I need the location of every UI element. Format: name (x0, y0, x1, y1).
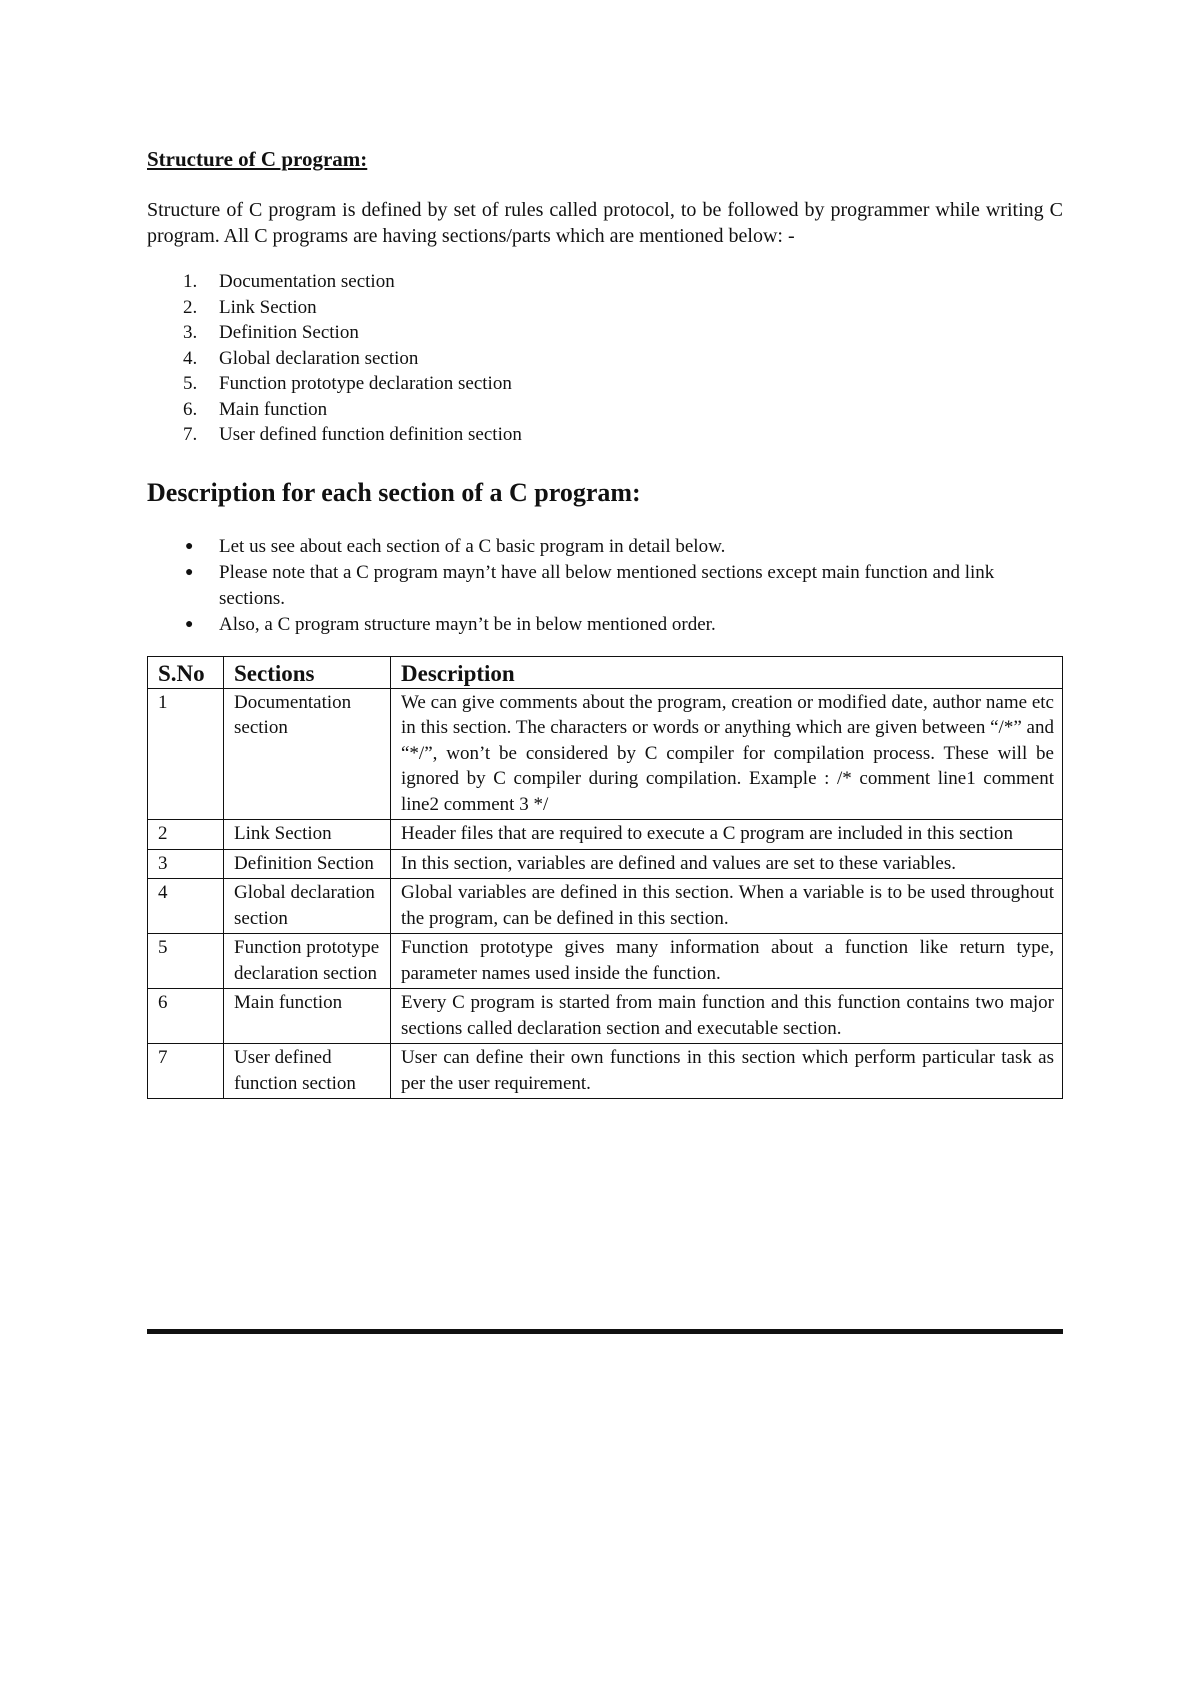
cell-section: Main function (224, 989, 391, 1044)
table-row (148, 688, 1063, 820)
list-item-label: Link Section (219, 296, 317, 318)
bullet-icon: ● (185, 564, 194, 580)
cell-sno: 6 (148, 989, 224, 1044)
list-number: 5. (183, 373, 198, 394)
notes-list (147, 534, 1063, 638)
list-number: 4. (183, 347, 198, 369)
table-row (148, 934, 1063, 989)
intro-paragraph: Structure of C program is defined by set of rules called protocol, to be followed by programmer while writing C program. All C programs are having sections/parts which are mentioned below: - (147, 199, 1063, 247)
list-number: 2. (183, 296, 198, 318)
list-item (147, 346, 1063, 372)
page-title: Structure of C program: (147, 147, 368, 171)
list-item-label: Function prototype declaration section (219, 373, 512, 394)
cell-sno: 5 (148, 934, 224, 989)
list-item (147, 320, 1063, 346)
cell-section: Documentation section (224, 688, 391, 820)
cell-section: Function prototype declaration section (224, 934, 391, 989)
table-row (148, 879, 1063, 934)
bottom-rule-divider (147, 1329, 1063, 1334)
list-item (147, 269, 1063, 295)
cell-section: Global declaration section (224, 879, 391, 934)
bullet-icon: ● (185, 538, 194, 554)
cell-sno: 4 (148, 879, 224, 934)
bullet-text: Also, a C program structure mayn’t be in below mentioned order. (219, 613, 716, 635)
header-description: Description (391, 656, 1063, 688)
table-row (148, 849, 1063, 879)
list-item-label: Main function (219, 398, 328, 420)
bullet-text: Please note that a C program mayn’t have all below mentioned sections except main function and link sections. (219, 561, 995, 609)
cell-section: Definition Section (224, 849, 391, 879)
cell-description: In this section, variables are defined and values are set to these variables. (391, 849, 1063, 879)
list-item-label: Documentation section (219, 271, 395, 292)
table-row (148, 1044, 1063, 1099)
list-number: 7. (183, 424, 198, 445)
cell-description: Function prototype gives many information about a function like return type, parameter names used inside the function. (391, 934, 1063, 989)
cell-sno: 2 (148, 820, 224, 850)
cell-description: Every C program is started from main function and this function contains two major sections called declaration section and executable section. (391, 989, 1063, 1044)
cell-section: Link Section (224, 820, 391, 850)
cell-description: Global variables are defined in this section. When a variable is to be used throughout the program, can be defined in this section. (391, 879, 1063, 934)
cell-description: Header files that are required to execute a C program are included in this section (391, 820, 1063, 850)
bullet-item (147, 560, 1063, 612)
sections-table (147, 656, 1063, 1100)
list-item (147, 397, 1063, 423)
cell-sno: 7 (148, 1044, 224, 1099)
list-number: 6. (183, 398, 198, 420)
cell-sno: 1 (148, 688, 224, 820)
list-item-label: User defined function definition section (219, 424, 522, 445)
table-header-row (148, 656, 1063, 688)
list-item (147, 422, 1063, 448)
cell-description: We can give comments about the program, creation or modified date, author name etc in this section. The characters or words or anything which are given between “/*” and “*/”, won’t be considered by C compiler for compilation process. These will be ignored by C compiler during compilation. Example : /* comment line1 comment line2 comment 3 */ (391, 688, 1063, 820)
bullet-text: Let us see about each section of a C basic program in detail below. (219, 535, 726, 557)
sections-list (147, 269, 1063, 448)
list-item (147, 371, 1063, 397)
table-row (148, 820, 1063, 850)
list-item (147, 295, 1063, 321)
header-sections: Sections (224, 656, 391, 688)
list-item-label: Global declaration section (219, 347, 419, 369)
cell-description: User can define their own functions in this section which perform particular task as per the user requirement. (391, 1044, 1063, 1099)
list-number: 3. (183, 322, 198, 343)
document-page (147, 145, 1063, 1099)
list-number: 1. (183, 271, 198, 292)
section-heading: Description for each section of a C program: (147, 477, 641, 507)
cell-section: User defined function section (224, 1044, 391, 1099)
bullet-item (147, 534, 1063, 560)
list-item-label: Definition Section (219, 322, 359, 343)
header-sno: S.No (148, 656, 224, 688)
cell-sno: 3 (148, 849, 224, 879)
bullet-item (147, 612, 1063, 638)
table-row (148, 989, 1063, 1044)
bullet-icon: ● (185, 616, 194, 632)
